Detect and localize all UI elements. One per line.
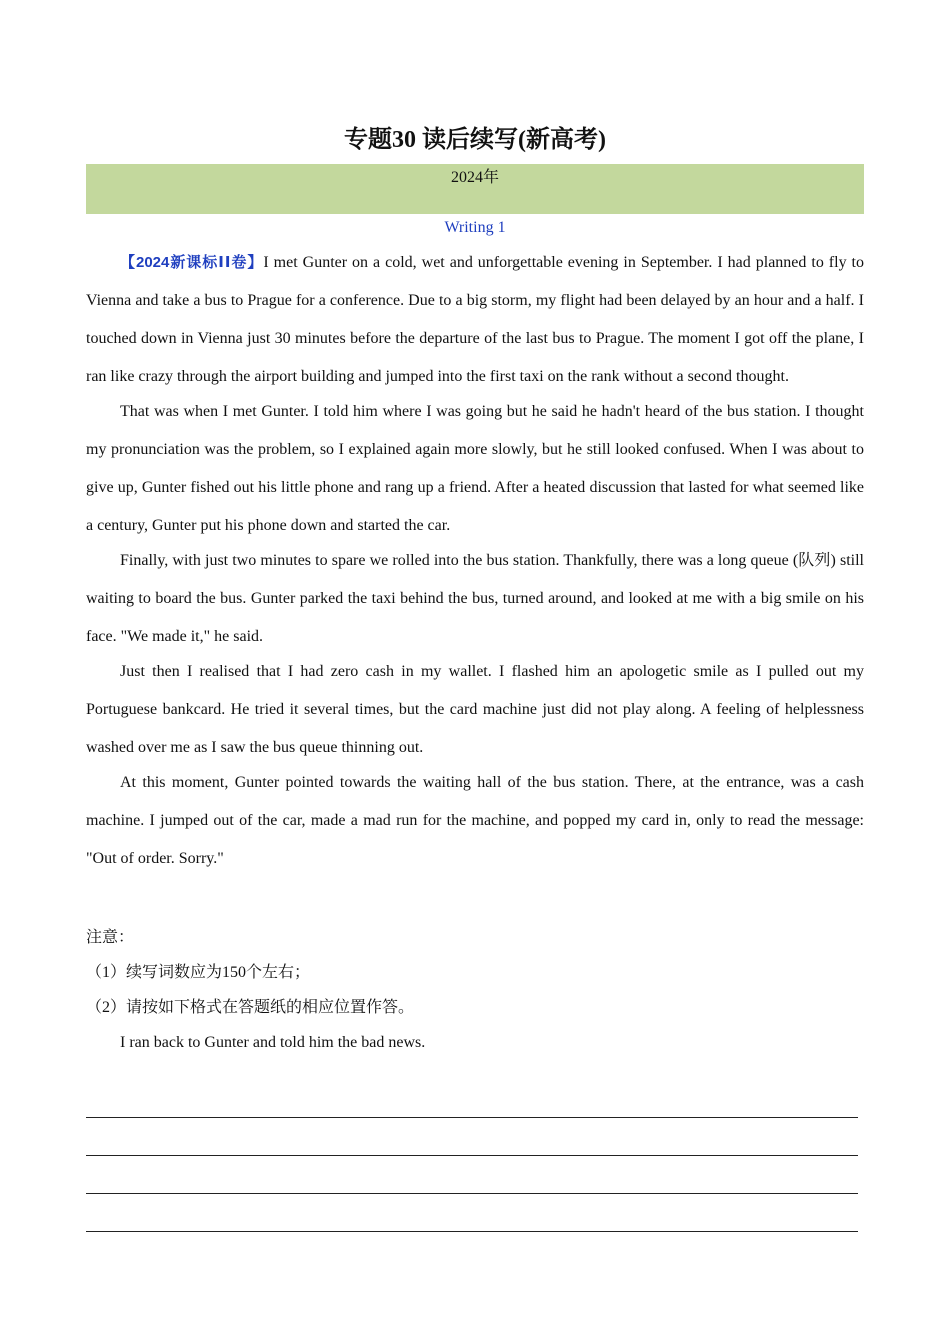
answer-line <box>86 1118 858 1156</box>
continuation-start: I ran back to Gunter and told him the bad news. <box>120 1034 426 1051</box>
passage-paragraph <box>86 244 864 396</box>
section-heading: Writing 1 <box>444 219 506 236</box>
notes-section <box>86 920 864 1060</box>
year-label: 2024年 <box>450 169 499 186</box>
passage-paragraph: Just then I realised that I had zero cash in my wallet. I flashed him an apologetic smile as I pulled out my Portuguese bankcard. He tried it several times, but the card machine just did not play along. A feeling of helplessness washed over me as I saw the bus queue thinning out. <box>86 663 864 756</box>
answer-line <box>86 1156 858 1194</box>
source-tag: 【2024新课标ⅠⅠ卷】 <box>120 254 264 271</box>
year-band <box>86 164 864 214</box>
note-item: （1）续写词数应为150个左右； <box>86 964 311 981</box>
note-item: （2）请按如下格式在答题纸的相应位置作答。 <box>86 999 415 1016</box>
document-title: 专题30 读后续写(新高考) <box>344 127 606 153</box>
passage <box>86 244 864 875</box>
passage-paragraph: Finally, with just two minutes to spare we rolled into the bus station. Thankfully, there was a long queue (队列) still waiting to board the bus. Gunter parked the taxi behind the bus, turned around, and looked at me with a big smile on his face. "We made it," he said. <box>86 552 864 645</box>
passage-paragraph: That was when I met Gunter. I told him where I was going but he said he hadn't heard of the bus station. I thought my pronunciation was the problem, so I explained again more slowly, but he still looked confused. When I was about to give up, Gunter fished out his little phone and rang up a friend. After a heated discussion that lasted for what seemed like a century, Gunter put his phone down and started the car. <box>86 403 864 534</box>
passage-paragraph: At this moment, Gunter pointed towards the waiting hall of the bus station. There, at the entrance, was a cash machine. I jumped out of the car, made a mad run for the machine, and popped my card in, only to read the message: "Out of order. Sorry." <box>86 774 864 867</box>
paragraph-text: I met Gunter on a cold, wet and unforgettable evening in September. I had planned to fly to Vienna and take a bus to Prague for a conference. Due to a big storm, my flight had been delayed by an hour and a half. I touched down in Vienna just 30 minutes before the departure of the last bus to Prague. The moment I got off the plane, I ran like crazy through the airport building and jumped into the first taxi on the rank without a second thought. <box>86 254 864 385</box>
notes-label: 注意： <box>86 929 135 946</box>
answer-line <box>86 1194 858 1232</box>
answer-line <box>86 1080 858 1118</box>
answer-lines <box>86 1080 858 1232</box>
